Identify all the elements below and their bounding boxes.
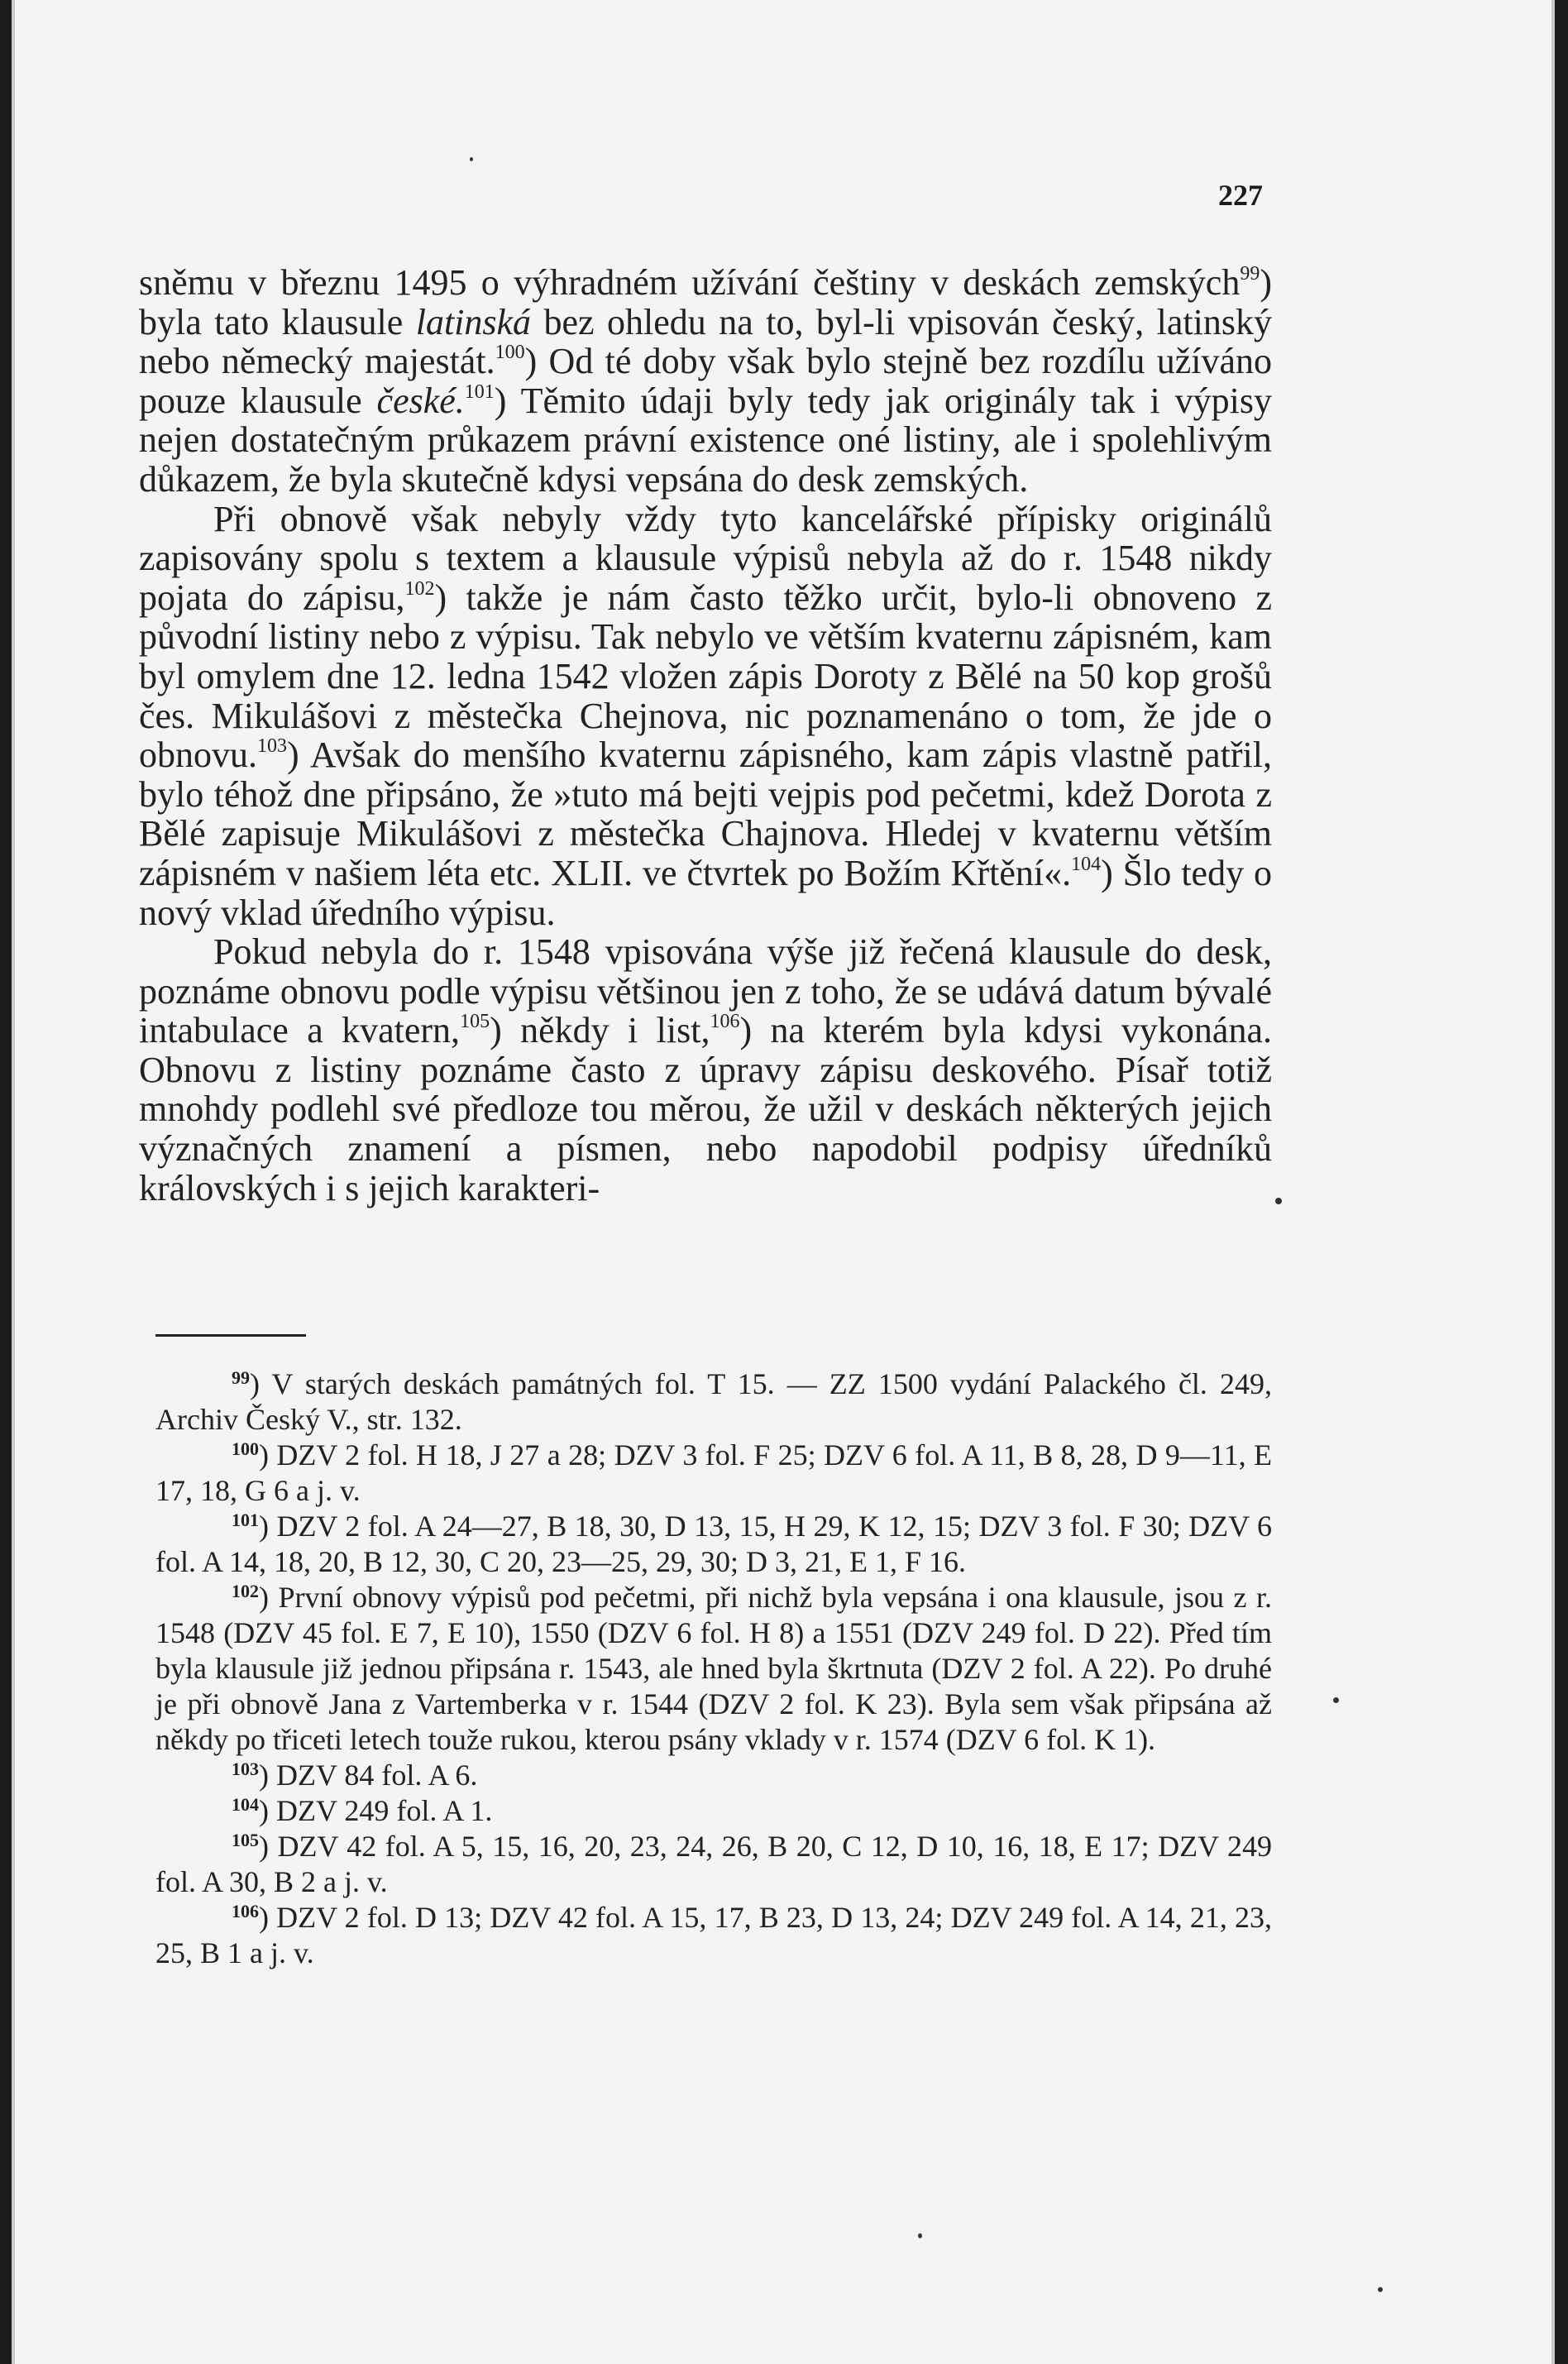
text-run: sněmu v březnu 1495 o výhradném užívání češtiny v deskách zemských [139, 262, 1241, 303]
text-run: Pokud nebyla do r. 1548 vpisována výše již řečená klausule do desk, poznáme obnovu podle výpisu většinou jen z toho, že se udává datum bývalé intabulace a kvatern, [139, 931, 1272, 1051]
footnote [155, 1509, 1272, 1580]
footnote-text: ) DZV 2 fol. D 13; DZV 42 fol. A 15, 17, B 23, D 13, 24; DZV 249 fol. A 14, 21, 23, 25, B 1 a j. v. [155, 1901, 1272, 1969]
text-run: ) Od té doby však bylo stejně bez rozdílu užíváno pouze klausule [139, 341, 1273, 421]
footnote-text: ) První obnovy výpisů pod pečetmi, při nichž byla vepsána i ona klausule, jsou z r. 1548 (DZV 45 fol. E 7, E 10), 1550 (DZV 6 fol. H 8) a 1551 (DZV 249 fol. D 22). Před tím byla klausule již jednou připsána r. 1543, ale hned byla škrtnuta (DZV 2 fol. A 22). Po druhé je při obnově Jana z Vartemberka v r. 1544 (DZV 2 fol. K 23). Byla sem však připsána až někdy po třiceti letech touže rukou, kterou psány vklady v r. 1574 (DZV 6 fol. K 1). [155, 1581, 1272, 1756]
footnote-reference: 99 [1240, 263, 1260, 285]
text-run: ) Šlo tedy o nový vklad úředního výpisu. [139, 852, 1272, 933]
page-number: 227 [1218, 179, 1263, 212]
scan-speck [918, 2233, 922, 2238]
text-run: ) byla tato klausule [139, 262, 1272, 342]
body-paragraph [139, 263, 1272, 500]
text-run: ) Těmito údaji byly tedy jak originály tak i výpisy nejen dostatečným průkazem právní existence oné listiny, ale i spolehlivým důkazem, že byla skutečně kdysi vepsána do desk zemských. [139, 380, 1272, 500]
body-paragraph [139, 500, 1272, 933]
text-run: bez ohledu na to, byl-li vpisován český, latinský nebo německý majestát. [139, 301, 1272, 382]
scan-speck [1275, 1198, 1282, 1204]
footnote-number: 106 [232, 1901, 259, 1921]
footnote [155, 1793, 1272, 1829]
text-run: ) Avšak do menšího kvaternu zápisného, kam zápis vlastně patřil, bylo téhož dne připsáno, že »tuto má bejti vejpis pod pečetmi, kdež Dorota z Bělé zapisuje Mikulášovi z městečka Chajnova. Hledej v kvaternu větším zápisném v našiem léta etc. XLII. ve čtvrtek po Božím Křtění«. [139, 735, 1272, 893]
emphasized-text: české. [376, 380, 465, 421]
footnote-text: ) DZV 42 fol. A 5, 15, 16, 20, 23, 24, 26, B 20, C 12, D 10, 16, 18, E 17; DZV 249 fol. A 30, B 2 a j. v. [155, 1830, 1272, 1898]
footnote-number: 101 [232, 1510, 259, 1530]
scan-speck [470, 157, 473, 161]
footnote-number: 102 [232, 1581, 259, 1601]
text-run: ) někdy i list, [490, 1010, 710, 1051]
footnote [155, 1366, 1272, 1438]
footnote [155, 1900, 1272, 1971]
footnote-reference: 103 [257, 735, 287, 758]
footnote [155, 1438, 1272, 1509]
footnote [155, 1829, 1272, 1900]
footnote-text: ) DZV 2 fol. H 18, J 27 a 28; DZV 3 fol. F 25; DZV 6 fol. A 11, B 8, 28, D 9—11, E 17, 18, G 6 a j. v. [155, 1438, 1272, 1507]
footnote-number: 105 [232, 1830, 259, 1850]
emphasized-text: latinská [415, 301, 532, 342]
footnote [155, 1758, 1272, 1793]
footnote-reference: 100 [495, 342, 525, 364]
footnote-number: 99 [232, 1367, 250, 1388]
footnote-text: ) V starých deskách památných fol. T 15. — ZZ 1500 vydání Palackého čl. 249, Archiv Český V., str. 132. [155, 1367, 1272, 1436]
footnote [155, 1580, 1272, 1758]
text-run: Při obnově však nebyly vždy tyto kancelářské přípisky originálů zapisovány spolu s textem a klausule výpisů nebyla až do r. 1548 nikdy pojata do zápisu, [139, 498, 1272, 618]
footnote-text: ) DZV 2 fol. A 24—27, B 18, 30, D 13, 15, H 29, K 12, 15; DZV 3 fol. F 30; DZV 6 fol. A 14, 18, 20, B 12, 30, C 20, 23—25, 29, 30; D 3, 21, E 1, F 16. [155, 1510, 1272, 1578]
footnote-reference: 106 [710, 1011, 740, 1033]
scan-speck [1378, 2287, 1383, 2292]
scan-speck [1333, 1697, 1339, 1703]
footnote-text: ) DZV 84 fol. A 6. [259, 1759, 478, 1792]
footnote-number: 104 [232, 1794, 259, 1815]
footnote-separator [155, 1334, 306, 1337]
footnotes [155, 1366, 1272, 1971]
footnote-reference: 105 [460, 1011, 490, 1033]
footnote-number: 103 [232, 1759, 259, 1779]
text-run: ) takže je nám často těžko určit, bylo-li obnoveno z původní listiny nebo z výpisu. Tak nebylo ve větším kvaternu zápisném, kam byl omylem dne 12. ledna 1542 vložen zápis Doroty z Bělé na 50 kop grošů čes. Mikulášovi z městečka Chejnova, nic poznamenáno o tom, že jde o obnovu. [139, 577, 1272, 776]
footnote-text: ) DZV 249 fol. A 1. [259, 1794, 493, 1827]
footnote-reference: 102 [404, 577, 435, 600]
text-run: ) na kterém byla kdysi vykonána. Obnovu z listiny poznáme často z úpravy zápisu deskového. Písař totiž mnohdy podlehl své předloze tou měrou, že užil v deskách některých jejich význačných znamení a písmen, nebo napodobil podpisy úředníků královských i s jejich karakteri- [139, 1010, 1272, 1208]
body-text [139, 263, 1272, 1208]
footnote-reference: 101 [464, 380, 495, 403]
footnote-number: 100 [232, 1438, 259, 1459]
body-paragraph [139, 932, 1272, 1208]
footnote-reference: 104 [1071, 853, 1102, 875]
book-page [12, 0, 1555, 2364]
